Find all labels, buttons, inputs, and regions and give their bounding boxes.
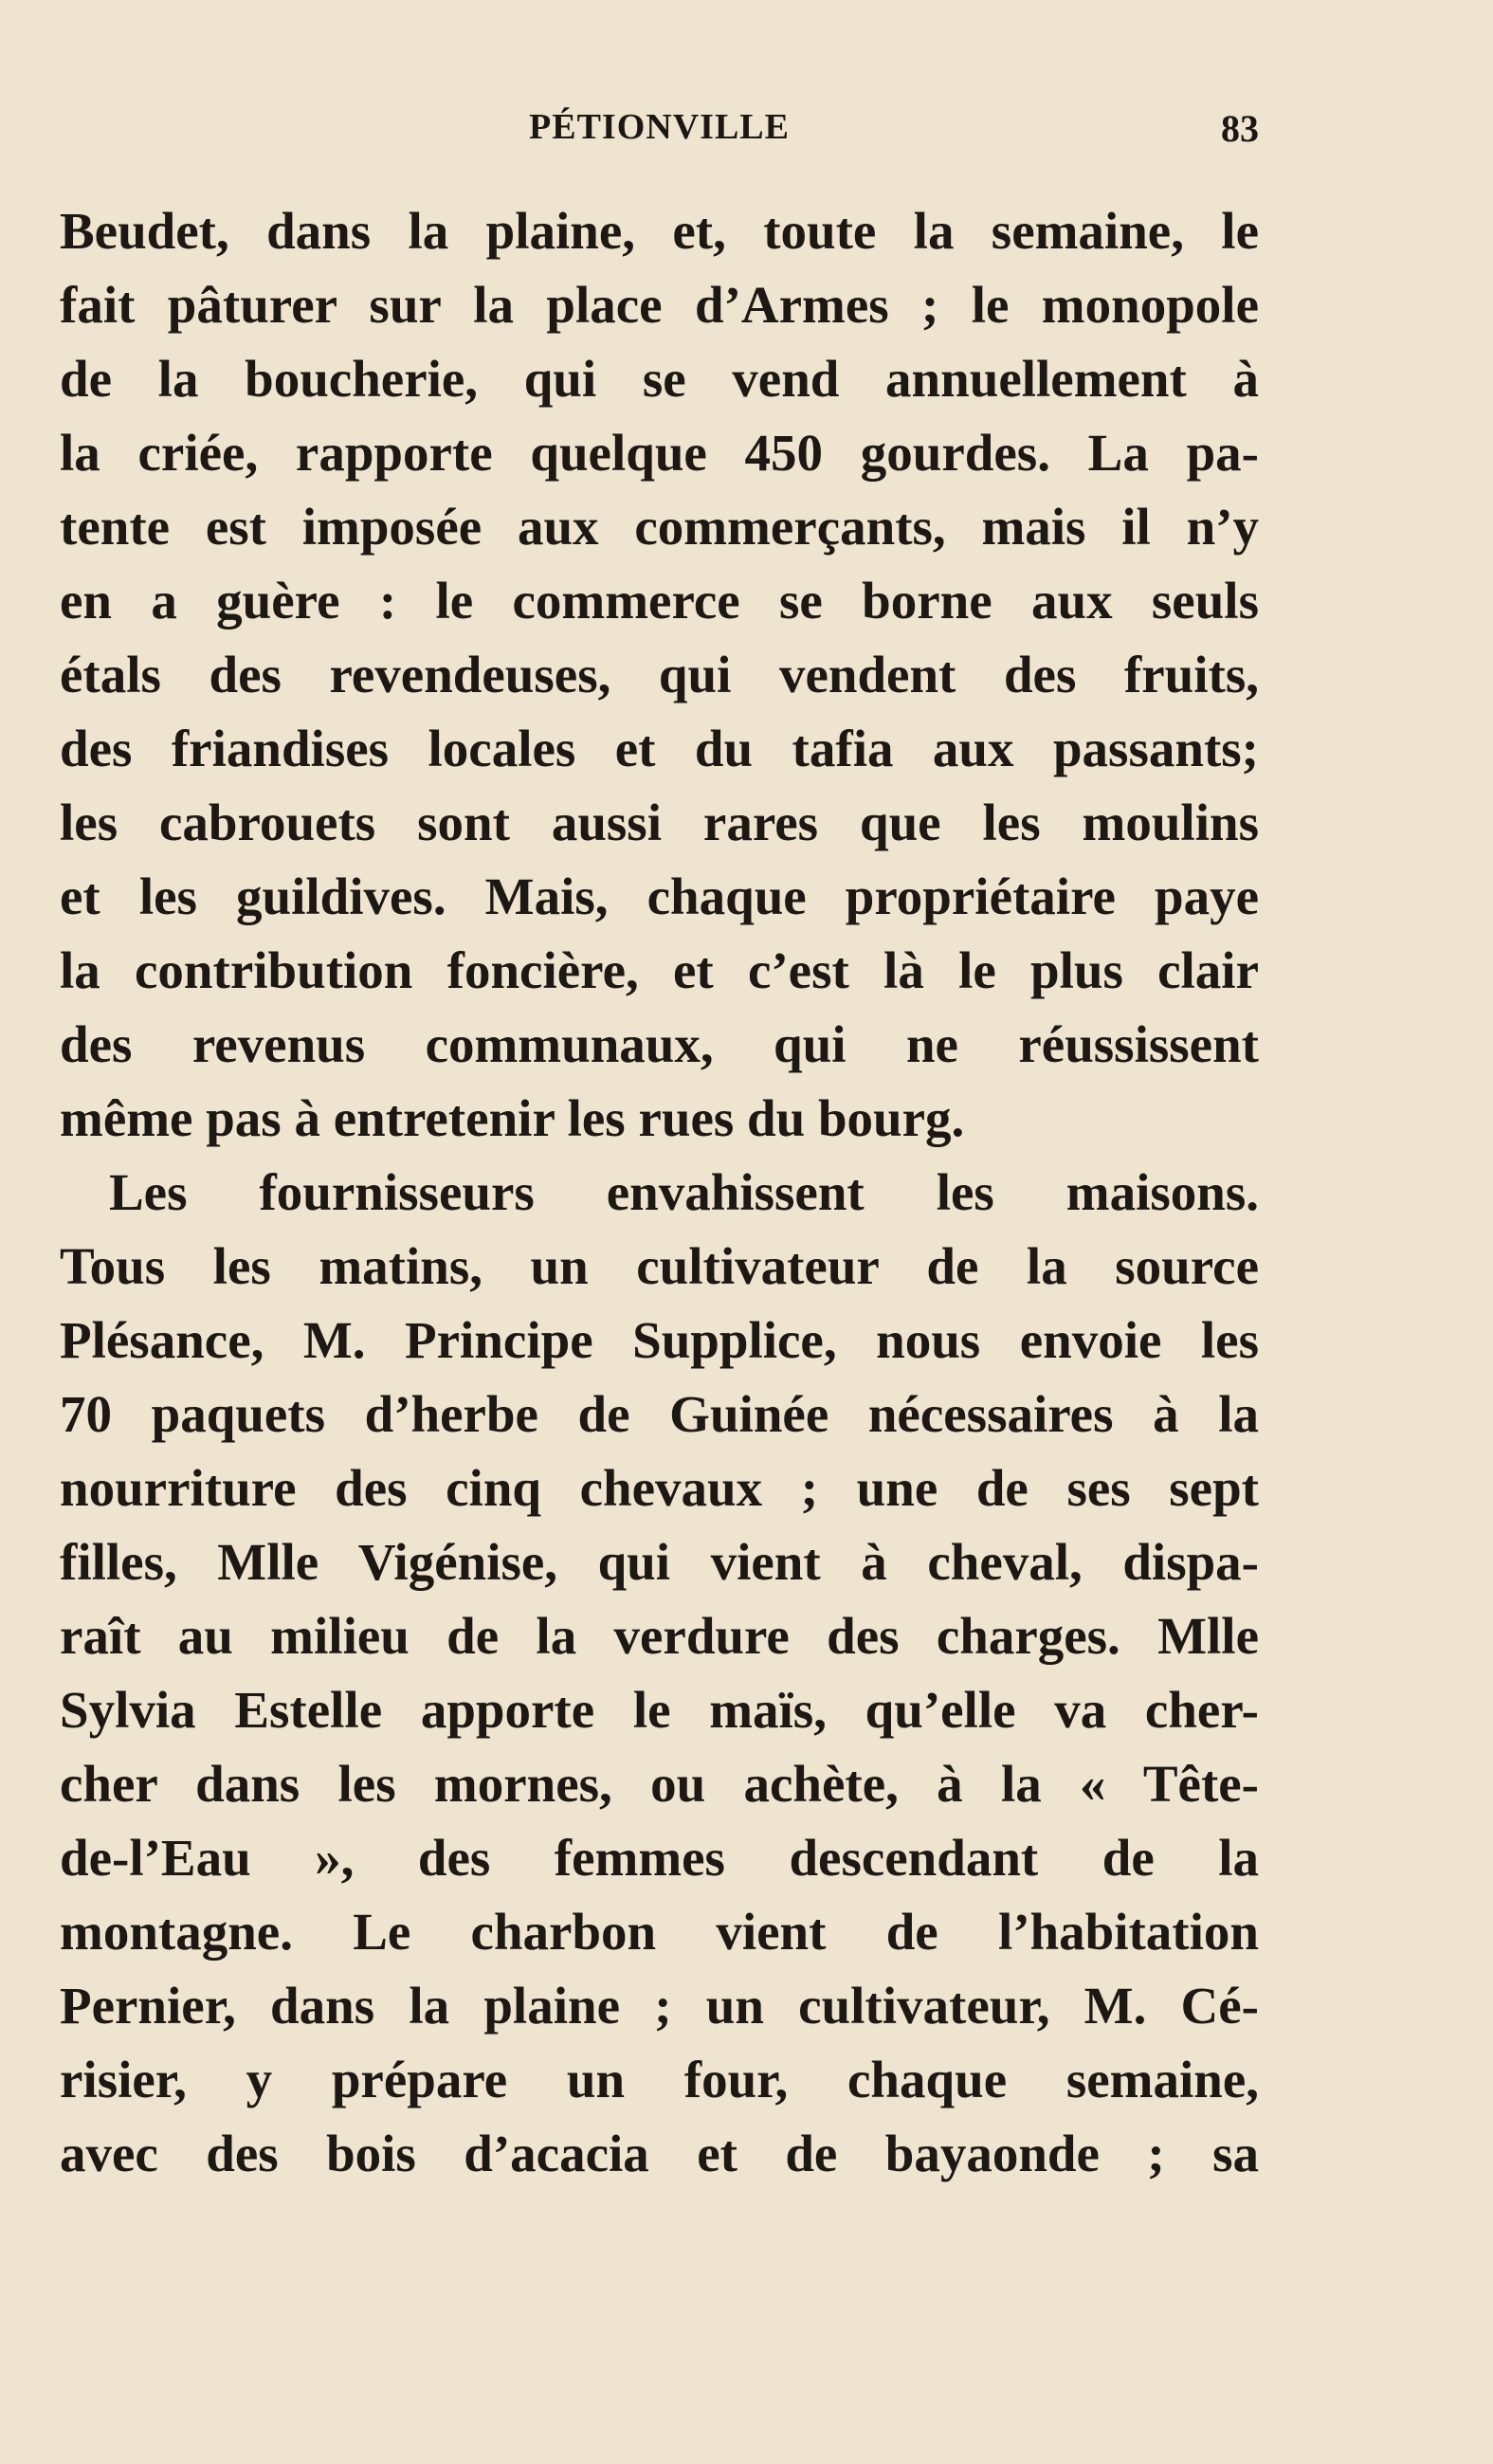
text-line: montagne. Le charbon vient de l’habitation (60, 1903, 1259, 1961)
text-line: risier, y prépare un four, chaque semaine, (60, 2051, 1259, 2108)
text-line: avec des bois d’acacia et de bayaonde ; sa (60, 2125, 1259, 2182)
text-line: en a guère : le commerce se borne aux seuls (60, 572, 1259, 630)
page-number: 83 (1221, 107, 1259, 150)
text-line: et les guildives. Mais, chaque propriétaire paye (60, 867, 1259, 925)
text-line: Plésance, M. Principe Supplice, nous envoie les (60, 1311, 1259, 1369)
text-line: Beudet, dans la plaine, et, toute la semaine, le (60, 202, 1259, 260)
paragraph-start-line: Les fournisseurs envahissent les maisons. (109, 1163, 1259, 1221)
text-line: étals des revendeuses, qui vendent des fruits, (60, 646, 1259, 703)
text-line: la contribution foncière, et c’est là le plus clair (60, 941, 1259, 999)
text-line: filles, Mlle Vigénise, qui vient à cheval, dispa- (60, 1533, 1259, 1591)
text-line: des revenus communaux, qui ne réussissent (60, 1015, 1259, 1073)
text-line: la criée, rapporte quelque 450 gourdes. La pa- (60, 424, 1259, 482)
text-line: Sylvia Estelle apporte le maïs, qu’elle va cher- (60, 1681, 1259, 1739)
text-line: des friandises locales et du tafia aux passants; (60, 720, 1259, 777)
text-line: Pernier, dans la plaine ; un cultivateur, M. Cé- (60, 1977, 1259, 2035)
text-line: de la boucherie, qui se vend annuellement à (60, 350, 1259, 408)
text-line: Tous les matins, un cultivateur de la source (60, 1237, 1259, 1295)
text-line: fait pâturer sur la place d’Armes ; le monopole (60, 276, 1259, 334)
body-text (60, 194, 1259, 2191)
text-line: nourriture des cinq chevaux ; une de ses sept (60, 1459, 1259, 1517)
text-line: raît au milieu de la verdure des charges. Mlle (60, 1607, 1259, 1665)
text-line: 70 paquets d’herbe de Guinée nécessaires à la (60, 1385, 1259, 1443)
running-title: PÉTIONVILLE (529, 107, 790, 147)
page-header (60, 106, 1259, 154)
text-line: les cabrouets sont aussi rares que les moulins (60, 794, 1259, 851)
paragraph-end-line: même pas à entretenir les rues du bourg. (60, 1089, 965, 1147)
text-line: cher dans les mornes, ou achète, à la « Tête- (60, 1755, 1259, 1813)
text-line: tente est imposée aux commerçants, mais il n’y (60, 498, 1259, 556)
text-line: de-l’Eau », des femmes descendant de la (60, 1829, 1259, 1887)
